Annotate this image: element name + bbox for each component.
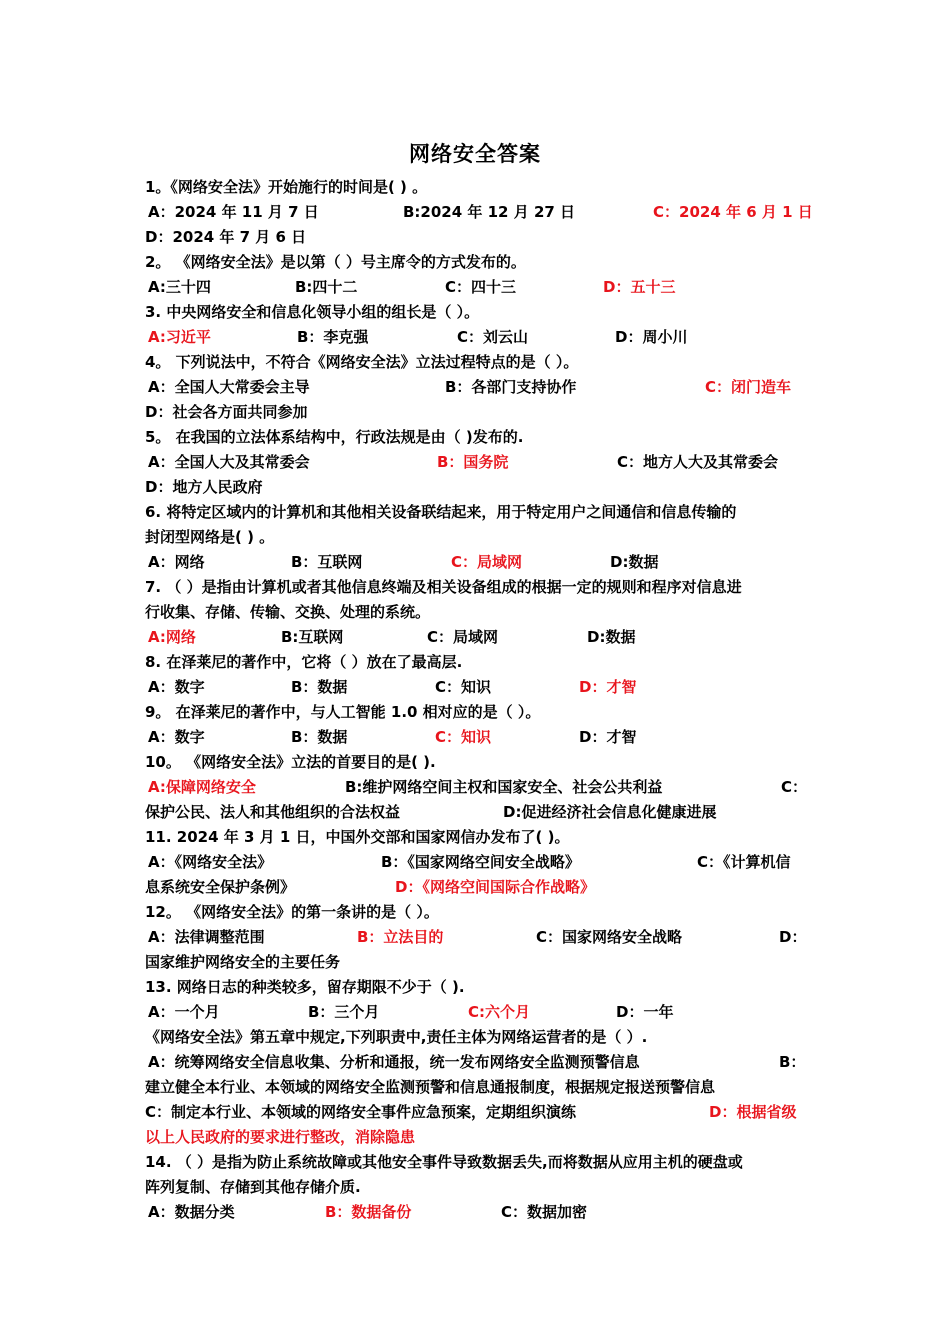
question-10-options bbox=[145, 775, 809, 800]
question-13-stem: 13. 网络日志的种类较多，留存期限不少于（ ). bbox=[145, 978, 465, 996]
q6-option-a: A：网络 bbox=[148, 553, 205, 571]
question-8-stem: 8. 在泽莱尼的著作中，它将（ ）放在了最高层. bbox=[145, 653, 463, 671]
q11-option-c-cont: 息系统安全保护条例》 bbox=[145, 878, 296, 896]
q13b-option-b-label: B： bbox=[779, 1053, 806, 1071]
q9-option-b: B：数据 bbox=[291, 728, 348, 746]
q7-option-c: C：局域网 bbox=[427, 628, 499, 646]
question-10-options-cont bbox=[145, 800, 809, 825]
q11-option-b: B：《国家网络空间安全战略》 bbox=[381, 853, 580, 871]
question-3-options bbox=[145, 325, 809, 350]
question-2-options bbox=[145, 275, 809, 300]
q14-option-a: A：数据分类 bbox=[148, 1203, 235, 1221]
q3-option-c: C：刘云山 bbox=[457, 328, 529, 346]
question-1-options bbox=[145, 200, 813, 225]
q12-option-d: 国家维护网络安全的主要任务 bbox=[145, 953, 341, 971]
question-4-stem: 4。 下列说法中，不符合《网络安全法》立法过程特点的是（ ）。 bbox=[145, 353, 579, 371]
q8-option-b: B：数据 bbox=[291, 678, 348, 696]
q8-option-a: A：数字 bbox=[148, 678, 205, 696]
question-10-stem: 10。 《网络安全法》立法的首要目的是( ). bbox=[145, 753, 436, 771]
q13b-option-a: A：统筹网络安全信息收集、分析和通报，统一发布网络安全监测预警信息 bbox=[148, 1053, 640, 1071]
question-13b-options-cont bbox=[145, 1100, 809, 1125]
q14-option-b-answer: B：数据备份 bbox=[325, 1203, 412, 1221]
q14-option-c: C：数据加密 bbox=[501, 1203, 588, 1221]
q10-option-c: 保护公民、法人和其他组织的合法权益 bbox=[145, 803, 401, 821]
question-5-stem: 5。 在我国的立法体系结构中，行政法规是由（ )发布的. bbox=[145, 428, 524, 446]
q3-option-d: D：周小川 bbox=[615, 328, 688, 346]
q10-option-c-label: C： bbox=[781, 778, 808, 796]
question-7-stem: 7. （ ）是指由计算机或者其他信息终端及相关设备组成的根据一定的规则和程序对信息进 bbox=[145, 578, 742, 596]
question-3-stem: 3. 中央网络安全和信息化领导小组的组长是（ ）。 bbox=[145, 303, 480, 321]
q6-option-c-answer: C：局域网 bbox=[451, 553, 523, 571]
q2-option-c: C：四十三 bbox=[445, 278, 517, 296]
question-9-options bbox=[145, 725, 809, 750]
q7-option-a-answer: A:网络 bbox=[148, 628, 196, 646]
question-14-options bbox=[145, 1200, 809, 1225]
q12-option-d-label: D： bbox=[779, 928, 807, 946]
q3-option-b: B：李克强 bbox=[297, 328, 369, 346]
q6-option-d: D:数据 bbox=[610, 553, 659, 571]
q8-option-d-answer: D：才智 bbox=[579, 678, 637, 696]
q12-option-c: C：国家网络安全战略 bbox=[536, 928, 683, 946]
question-11-options bbox=[145, 850, 809, 875]
question-8-options bbox=[145, 675, 809, 700]
q13b-option-d-answer-cont: 以上人民政府的要求进行整改，消除隐患 bbox=[145, 1128, 416, 1146]
q2-option-d-answer: D：五十三 bbox=[603, 278, 676, 296]
question-13b-stem: 《网络安全法》第五章中规定,下列职责中,责任主体为网络运营者的是（ ）. bbox=[145, 1028, 648, 1046]
q1-option-a: A：2024 年 11 月 7 日 bbox=[148, 203, 319, 221]
q11-option-a: A：《网络安全法》 bbox=[148, 853, 273, 871]
q9-option-d: D：才智 bbox=[579, 728, 637, 746]
q4-option-a: A：全国人大常委会主导 bbox=[148, 378, 310, 396]
q13-option-b: B：三个月 bbox=[308, 1003, 380, 1021]
question-11-stem: 11. 2024 年 3 月 1 日，中国外交部和国家网信办发布了( )。 bbox=[145, 828, 570, 846]
question-6-stem-cont: 封闭型网络是( ) 。 bbox=[145, 528, 275, 546]
q4-option-c-answer: C：闭门造车 bbox=[705, 378, 792, 396]
q5-option-d: D：地方人民政府 bbox=[145, 478, 263, 496]
q7-option-d: D:数据 bbox=[587, 628, 636, 646]
q2-option-b: B:四十二 bbox=[295, 278, 358, 296]
q12-option-a: A：法律调整范围 bbox=[148, 928, 265, 946]
q7-option-b: B:互联网 bbox=[281, 628, 344, 646]
question-6-options bbox=[145, 550, 809, 575]
q4-option-d: D：社会各方面共同参加 bbox=[145, 403, 308, 421]
q11-option-c: C：《计算机信 bbox=[697, 853, 791, 871]
q10-option-b: B:维护网络空间主权和国家安全、社会公共利益 bbox=[345, 778, 663, 796]
q9-option-c-answer: C：知识 bbox=[435, 728, 492, 746]
q13-option-d: D：一年 bbox=[616, 1003, 674, 1021]
q5-option-c: C：地方人大及其常委会 bbox=[617, 453, 779, 471]
q13b-option-c: C：制定本行业、本领域的网络安全事件应急预案，定期组织演练 bbox=[145, 1103, 577, 1121]
q1-option-d: D：2024 年 7 月 6 日 bbox=[145, 228, 307, 246]
question-13-options bbox=[145, 1000, 809, 1025]
q13-option-a: A：一个月 bbox=[148, 1003, 220, 1021]
question-7-options bbox=[145, 625, 809, 650]
q8-option-c: C：知识 bbox=[435, 678, 492, 696]
q6-option-b: B：互联网 bbox=[291, 553, 363, 571]
question-13b-options bbox=[145, 1050, 809, 1075]
question-14-stem-cont: 阵列复制、存储到其他存储介质. bbox=[145, 1178, 361, 1196]
question-1-stem: 1。《网络安全法》开始施行的时间是( ) 。 bbox=[145, 178, 428, 196]
q13-option-c-answer: C:六个月 bbox=[468, 1003, 531, 1021]
question-5-options bbox=[145, 450, 809, 475]
q5-option-a: A：全国人大及其常委会 bbox=[148, 453, 310, 471]
question-2-stem: 2。 《网络安全法》是以第（ ）号主席令的方式发布的。 bbox=[145, 253, 526, 271]
question-14-stem: 14. （ ）是指为防止系统故障或其他安全事件导致数据丢失,而将数据从应用主机的硬盘或 bbox=[145, 1153, 743, 1171]
q9-option-a: A：数字 bbox=[148, 728, 205, 746]
q5-option-b-answer: B：国务院 bbox=[437, 453, 509, 471]
q3-option-a-answer: A:习近平 bbox=[148, 328, 211, 346]
q10-option-a-answer: A:保障网络安全 bbox=[148, 778, 256, 796]
question-6-stem: 6. 将特定区域内的计算机和其他相关设备联结起来，用于特定用户之间通信和信息传输的 bbox=[145, 503, 737, 521]
q11-option-d-answer: D：《网络空间国际合作战略》 bbox=[395, 878, 595, 896]
q2-option-a: A:三十四 bbox=[148, 278, 211, 296]
q10-option-d: D:促进经济社会信息化健康进展 bbox=[503, 803, 717, 821]
q13b-option-d-answer: D：根据省级 bbox=[709, 1103, 797, 1121]
q1-option-b: B:2024 年 12 月 27 日 bbox=[403, 203, 576, 221]
q13b-option-b: 建立健全本行业、本领域的网络安全监测预警和信息通报制度，根据规定报送预警信息 bbox=[145, 1078, 716, 1096]
question-9-stem: 9。 在泽莱尼的著作中，与人工智能 1.0 相对应的是（ ）。 bbox=[145, 703, 541, 721]
question-12-options bbox=[145, 925, 809, 950]
q4-option-b: B：各部门支持协作 bbox=[445, 378, 577, 396]
q12-option-b-answer: B：立法目的 bbox=[357, 928, 444, 946]
question-4-options bbox=[145, 375, 809, 400]
question-7-stem-cont: 行收集、存储、传输、交换、处理的系统。 bbox=[145, 603, 431, 621]
question-11-options-cont bbox=[145, 875, 809, 900]
question-12-stem: 12。 《网络安全法》的第一条讲的是（ ）。 bbox=[145, 903, 439, 921]
page-title: 网络安全答案 bbox=[409, 142, 541, 166]
q1-option-c-answer: C：2024 年 6 月 1 日 bbox=[653, 203, 813, 221]
